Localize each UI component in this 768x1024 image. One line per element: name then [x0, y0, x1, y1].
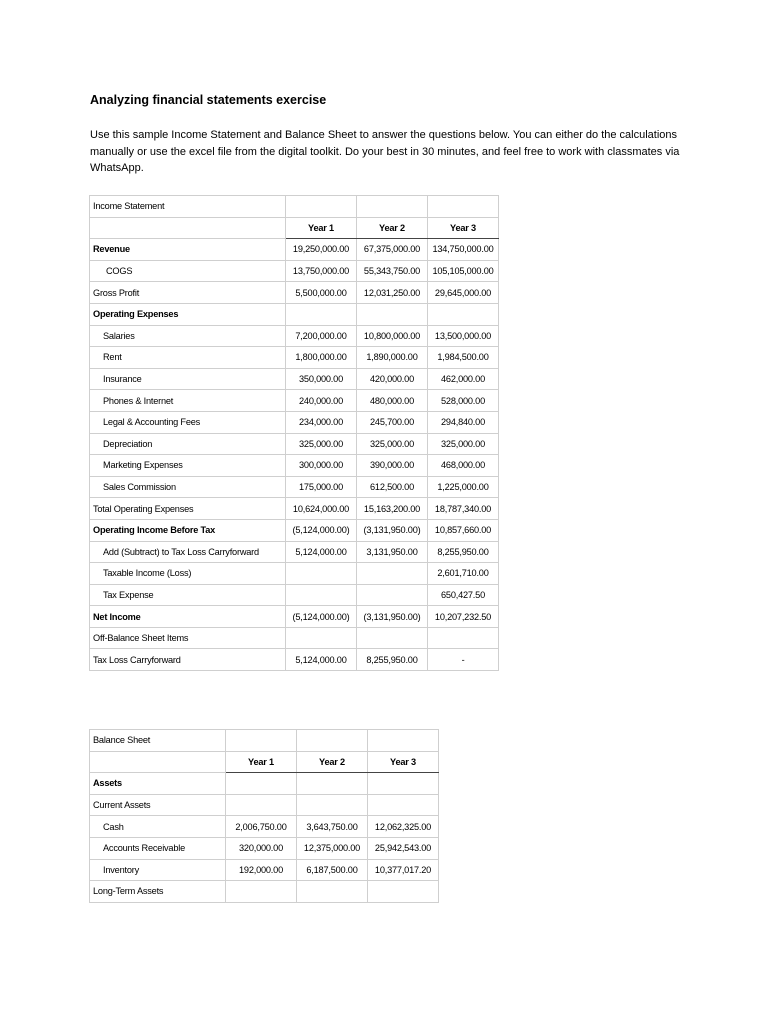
cell-value: 15,163,200.00	[357, 498, 428, 520]
cell-value: 234,000.00	[286, 411, 357, 433]
cell-value: 55,343,750.00	[357, 260, 428, 282]
cell-value: -	[428, 649, 499, 671]
column-header: Year 3	[368, 751, 439, 773]
cell-value: 390,000.00	[357, 455, 428, 477]
cell-value: 105,105,000.00	[428, 260, 499, 282]
cell-value: 650,427.50	[428, 584, 499, 606]
row-label: Accounts Receivable	[90, 837, 226, 859]
cell-value: 10,624,000.00	[286, 498, 357, 520]
row-label: Operating Expenses	[90, 303, 286, 325]
row-label: Assets	[90, 773, 226, 795]
cell-value: 175,000.00	[286, 476, 357, 498]
cell-value: 2,601,710.00	[428, 563, 499, 585]
cell-value: 468,000.00	[428, 455, 499, 477]
cell-value: 8,255,950.00	[357, 649, 428, 671]
cell-value: 5,124,000.00	[286, 541, 357, 563]
row-label: Cash	[90, 816, 226, 838]
row-label: Operating Income Before Tax	[90, 519, 286, 541]
row-label: Rent	[90, 347, 286, 369]
row-label: Inventory	[90, 859, 226, 881]
row-label: Tax Loss Carryforward	[90, 649, 286, 671]
table-row	[90, 411, 499, 433]
cell-value: (5,124,000.00)	[286, 519, 357, 541]
cell-value: 10,857,660.00	[428, 519, 499, 541]
cell-value: 18,787,340.00	[428, 498, 499, 520]
cell-value: (5,124,000.00)	[286, 606, 357, 628]
cell-value: (3,131,950.00)	[357, 606, 428, 628]
column-header: Year 2	[357, 217, 428, 239]
cell-value: 13,750,000.00	[286, 260, 357, 282]
cell-value: 5,500,000.00	[286, 282, 357, 304]
cell-value: 7,200,000.00	[286, 325, 357, 347]
cell-value: 462,000.00	[428, 368, 499, 390]
intro-paragraph: Use this sample Income Statement and Balance Sheet to answer the questions below. You can either do the calculations manually or use the excel file from the digital toolkit. Do your best in 30 minutes, and feel free to work with classmates via WhatsApp.	[90, 129, 680, 174]
cell-value: 1,890,000.00	[357, 347, 428, 369]
cell-value: 8,255,950.00	[428, 541, 499, 563]
cell-value: 6,187,500.00	[297, 859, 368, 881]
table-row	[90, 519, 499, 541]
cell-value: 1,225,000.00	[428, 476, 499, 498]
cell-value: 420,000.00	[357, 368, 428, 390]
cell-value: 1,800,000.00	[286, 347, 357, 369]
cell-value: 528,000.00	[428, 390, 499, 412]
cell-value: 240,000.00	[286, 390, 357, 412]
row-label: Depreciation	[90, 433, 286, 455]
column-header: Year 3	[428, 217, 499, 239]
column-header: Year 2	[297, 751, 368, 773]
table-row	[90, 773, 439, 795]
table-row	[90, 541, 499, 563]
cell-value: 12,375,000.00	[297, 837, 368, 859]
cell-value: 5,124,000.00	[286, 649, 357, 671]
cell-value: 480,000.00	[357, 390, 428, 412]
table-row	[90, 347, 499, 369]
table-row	[90, 859, 439, 881]
table-row	[90, 239, 499, 261]
cell-value: 134,750,000.00	[428, 239, 499, 261]
cell-value: 19,250,000.00	[286, 239, 357, 261]
cell-value: 2,006,750.00	[226, 816, 297, 838]
cell-value: 67,375,000.00	[357, 239, 428, 261]
header-row	[90, 751, 439, 773]
cell-value: (3,131,950.00)	[357, 519, 428, 541]
header-row	[90, 217, 499, 239]
table-row	[90, 303, 499, 325]
row-label: Revenue	[90, 239, 286, 261]
cell-value: 350,000.00	[286, 368, 357, 390]
table-title: Income Statement	[90, 196, 286, 218]
cell-value: 325,000.00	[286, 433, 357, 455]
table-row	[90, 476, 499, 498]
row-label: Total Operating Expenses	[90, 498, 286, 520]
table-row	[90, 390, 499, 412]
row-label: Insurance	[90, 368, 286, 390]
table-row	[90, 584, 499, 606]
cell-value: 29,645,000.00	[428, 282, 499, 304]
table-row	[90, 260, 499, 282]
table-row	[90, 498, 499, 520]
cell-value: 300,000.00	[286, 455, 357, 477]
table-row	[90, 455, 499, 477]
cell-value: 12,031,250.00	[357, 282, 428, 304]
column-header: Year 1	[226, 751, 297, 773]
cell-value: 294,840.00	[428, 411, 499, 433]
table-title: Balance Sheet	[90, 730, 226, 752]
balance-sheet-table	[89, 729, 439, 903]
row-label: Marketing Expenses	[90, 455, 286, 477]
table-row	[90, 606, 499, 628]
table-row	[90, 837, 439, 859]
table-row	[90, 881, 439, 903]
cell-value: 612,500.00	[357, 476, 428, 498]
table-title-row	[90, 196, 499, 218]
cell-value: 325,000.00	[428, 433, 499, 455]
row-label: Salaries	[90, 325, 286, 347]
cell-value: 10,800,000.00	[357, 325, 428, 347]
table-row	[90, 433, 499, 455]
table-row	[90, 649, 499, 671]
row-label: Add (Subtract) to Tax Loss Carryforward	[90, 541, 286, 563]
column-header: Year 1	[286, 217, 357, 239]
cell-value: 10,377,017.20	[368, 859, 439, 881]
table-row	[90, 627, 499, 649]
table-row	[90, 325, 499, 347]
income-statement-table	[89, 195, 499, 671]
cell-value: 13,500,000.00	[428, 325, 499, 347]
cell-value: 10,207,232.50	[428, 606, 499, 628]
cell-value: 245,700.00	[357, 411, 428, 433]
row-label: Gross Profit	[90, 282, 286, 304]
cell-value: 325,000.00	[357, 433, 428, 455]
cell-value: 192,000.00	[226, 859, 297, 881]
cell-value: 3,643,750.00	[297, 816, 368, 838]
table-row	[90, 563, 499, 585]
row-label: Off-Balance Sheet Items	[90, 627, 286, 649]
cell-value: 320,000.00	[226, 837, 297, 859]
row-label: Net Income	[90, 606, 286, 628]
table-title-row	[90, 730, 439, 752]
row-label: Phones & Internet	[90, 390, 286, 412]
cell-value: 12,062,325.00	[368, 816, 439, 838]
row-label: Taxable Income (Loss)	[90, 563, 286, 585]
table-row	[90, 794, 439, 816]
table-row	[90, 282, 499, 304]
row-label: Current Assets	[90, 794, 226, 816]
cell-value: 1,984,500.00	[428, 347, 499, 369]
row-label: Legal & Accounting Fees	[90, 411, 286, 433]
table-row	[90, 368, 499, 390]
table-row	[90, 816, 439, 838]
row-label: Long-Term Assets	[90, 881, 226, 903]
row-label: Tax Expense	[90, 584, 286, 606]
cell-value: 3,131,950.00	[357, 541, 428, 563]
row-label: Sales Commission	[90, 476, 286, 498]
row-label: COGS	[90, 260, 286, 282]
cell-value: 25,942,543.00	[368, 837, 439, 859]
page-title: Analyzing financial statements exercise	[90, 93, 327, 107]
